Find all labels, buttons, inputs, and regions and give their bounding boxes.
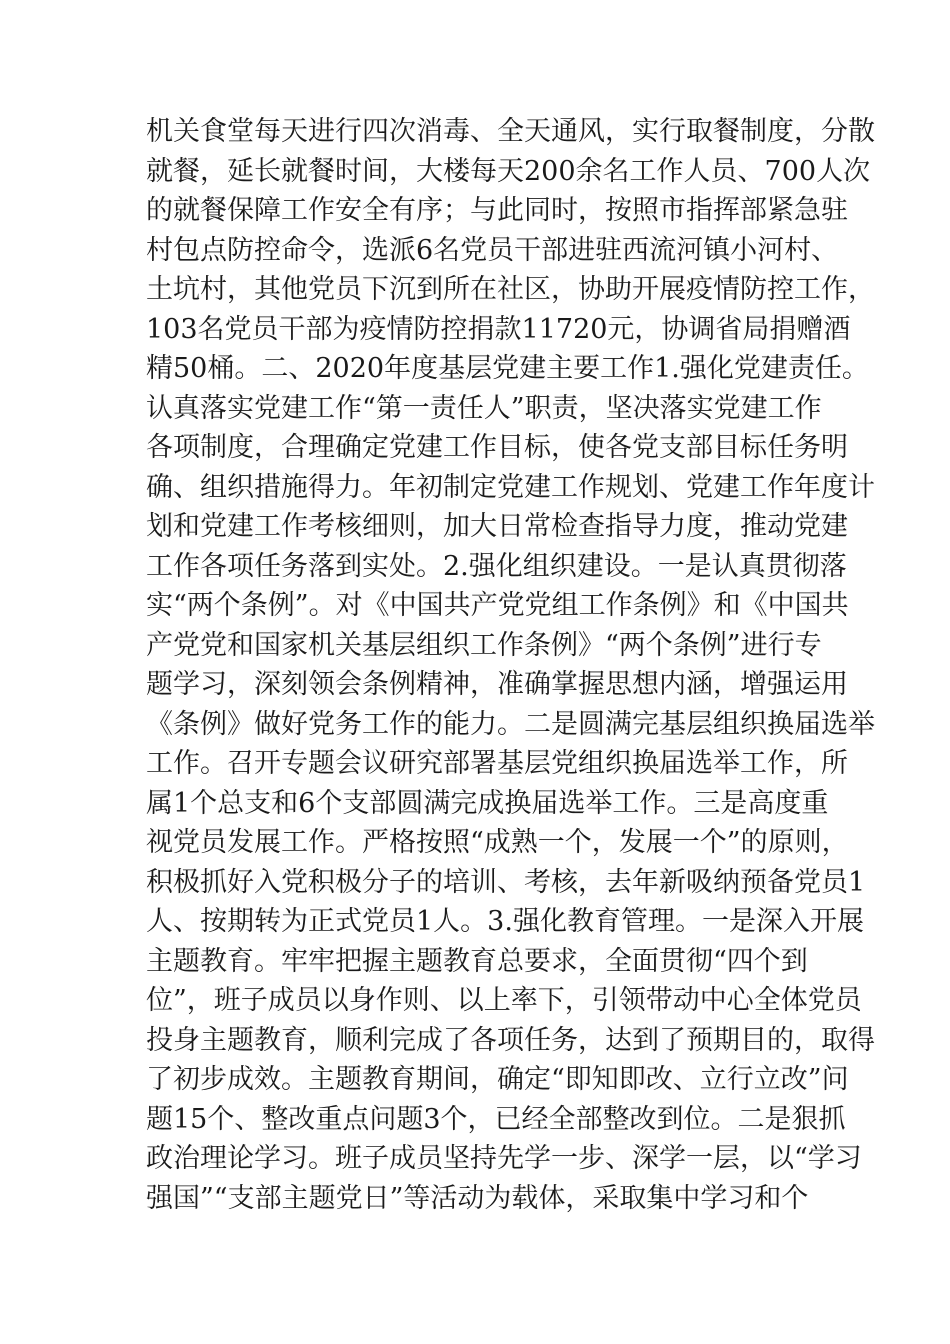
text-line: 视党员发展工作。严格按照“成熟一个，发展一个”的原则， — [146, 827, 849, 858]
text-line: 政治理论学习。班子成员坚持先学一步、深学一层，以“学习 — [146, 1143, 862, 1174]
text-line: 积极抓好入党积极分子的培训、考核，去年新吸纳预备党员1 — [146, 866, 866, 898]
text-line: 投身主题教育，顺利完成了各项任务，达到了预期目的，取得 — [146, 1024, 875, 1056]
text-line: 工作。召开专题会议研究部署基层党组织换届选举工作，所 — [146, 748, 848, 779]
text-line: 人、按期转为正式党员1人。3.强化教育管理。一是深入开展 — [146, 906, 864, 937]
text-line: 村包点防控命令，选派6名党员干部进驻西流河镇小河村、 — [146, 234, 839, 266]
text-line: 精50桶。二、2020年度基层党建主要工作1.强化党建责任。 — [146, 353, 869, 384]
text-line: 题15个、整改重点问题3个，已经全部整改到位。二是狠抓 — [146, 1103, 846, 1135]
text-line: 题学习，深刻领会条例精神，准确掌握思想内涵，增强运用 — [146, 669, 848, 700]
text-line: 强国”“支部主题党日”等活动为载体，采取集中学习和个 — [146, 1182, 809, 1214]
text-line: 主题教育。牢牢把握主题教育总要求，全面贯彻“四个到 — [146, 945, 808, 977]
text-line: 工作各项任务落到实处。2.强化组织建设。一是认真贯彻落 — [146, 550, 847, 582]
text-line: 认真落实党建工作“第一责任人”职责，坚决落实党建工作 — [146, 392, 822, 424]
text-line: 土坑村，其他党员下沉到所在社区，协助开展疫情防控工作， — [146, 274, 875, 305]
text-line: 了初步成效。主题教育期间，确定“即知即改、立行立改”问 — [146, 1064, 849, 1095]
text-line: 实“两个条例”。对《中国共产党党组工作条例》和《中国共 — [146, 590, 849, 621]
text-line: 各项制度，合理确定党建工作目标，使各党支部目标任务明 — [146, 432, 848, 463]
text-line: 就餐，延长就餐时间，大楼每天200余名工作人员、700人次 — [146, 155, 871, 187]
text-line: 位”，班子成员以身作则、以上率下，引领带动中心全体党员 — [146, 985, 862, 1016]
text-line: 103名党员干部为疫情防控捐款11720元，协调省局捐赠酒 — [146, 313, 851, 345]
body-text — [146, 112, 875, 1218]
text-line: 《条例》做好党务工作的能力。二是圆满完基层组织换届选举 — [146, 708, 875, 740]
text-line: 产党党和国家机关基层组织工作条例》“两个条例”进行专 — [146, 629, 822, 661]
text-line: 属1个总支和6个支部圆满完成换届选举工作。三是高度重 — [146, 787, 829, 819]
text-line: 的就餐保障工作安全有序；与此同时，按照市指挥部紧急驻 — [146, 195, 848, 226]
text-line: 划和党建工作考核细则，加大日常检查指导力度，推动党建 — [146, 511, 848, 542]
text-line: 确、组织措施得力。年初制定党建工作规划、党建工作年度计 — [146, 471, 875, 503]
text-line: 机关食堂每天进行四次消毒、全天通风，实行取餐制度，分散 — [146, 116, 875, 147]
